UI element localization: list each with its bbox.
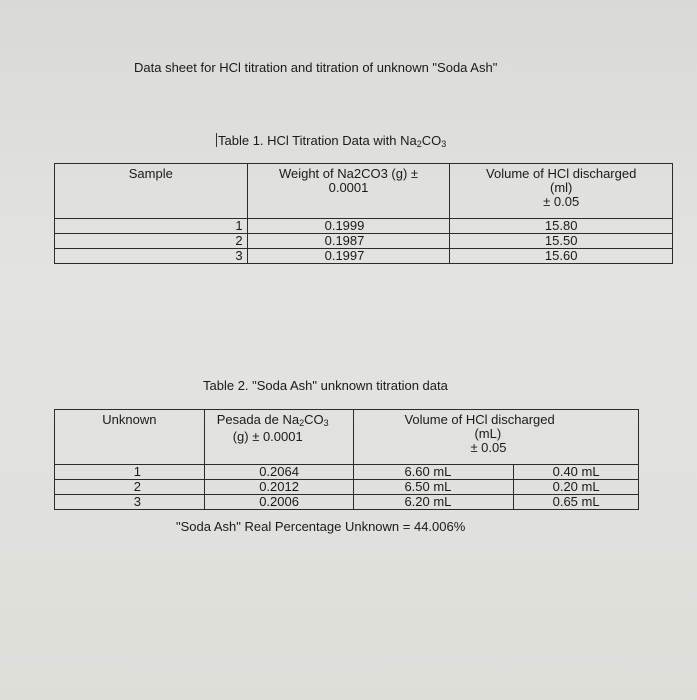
table2-header-volume (354, 410, 639, 465)
text-cursor (216, 133, 217, 147)
page-title: Data sheet for HCl titration and titration of unknown "Soda Ash" (134, 60, 498, 75)
table1-cell-sample: 3 (55, 249, 248, 264)
header-volume-line1: Volume of HCl discharged (486, 166, 637, 181)
header-volume-line2: (ml) (550, 180, 573, 195)
table-row (55, 495, 639, 510)
table2-header-pesada (204, 410, 354, 465)
header-unknown-label: Unknown (102, 412, 157, 427)
table2-cell-pesada: 0.2064 (204, 465, 354, 480)
table2-cell-extra: 0.65 mL (514, 495, 639, 510)
header-volume-line3: ± 0.05 (543, 194, 580, 209)
table1-cell-volume: 15.50 (450, 234, 673, 249)
table1-cell-sample: 1 (55, 219, 248, 234)
table-row (55, 234, 673, 249)
table1-cell-volume: 15.60 (450, 249, 673, 264)
table2-cell-unknown: 1 (55, 465, 205, 480)
table1-caption (216, 133, 446, 149)
table2-header-row (55, 410, 639, 465)
header-weight-line2: 0.0001 (328, 180, 369, 195)
real-percentage-footer: "Soda Ash" Real Percentage Unknown = 44.006% (176, 519, 466, 534)
header-sample-label: Sample (128, 166, 173, 181)
table-row (55, 465, 639, 480)
table1-header-row (55, 164, 673, 219)
table2-header-unknown (55, 410, 205, 465)
header-volume-line3: ± 0.05 (470, 440, 507, 455)
table2-caption: Table 2. "Soda Ash" unknown titration data (203, 378, 448, 393)
table2-cell-volume: 6.20 mL (354, 495, 514, 510)
table1 (54, 163, 673, 264)
table-row (55, 249, 673, 264)
table2-cell-pesada: 0.2012 (204, 480, 354, 495)
table1-cell-weight: 0.1999 (247, 219, 450, 234)
table1-header-volume (450, 164, 673, 219)
header-volume-line2: (mL) (474, 426, 502, 441)
table1-cell-weight: 0.1987 (247, 234, 450, 249)
header-pesada-line1: Pesada de $Na_2CO_3$ (216, 412, 329, 428)
table2-cell-volume: 6.50 mL (354, 480, 514, 495)
table1-header-weight (247, 164, 450, 219)
table2-cell-extra: 0.40 mL (514, 465, 639, 480)
table1-caption-text: Table 1. HCl Titration Data with $Na_2CO_3$ (218, 133, 447, 149)
table-row (55, 219, 673, 234)
table1-cell-sample: 2 (55, 234, 248, 249)
table2-cell-volume: 6.60 mL (354, 465, 514, 480)
table2-cell-extra: 0.20 mL (514, 480, 639, 495)
table2 (54, 409, 639, 510)
table-row (55, 480, 639, 495)
header-volume-line1: Volume of HCl discharged (404, 412, 555, 427)
table2-cell-unknown: 3 (55, 495, 205, 510)
table2-cell-unknown: 2 (55, 480, 205, 495)
table1-cell-weight: 0.1997 (247, 249, 450, 264)
table1-cell-volume: 15.80 (450, 219, 673, 234)
header-pesada-line2: (g) ± 0.0001 (232, 429, 303, 444)
table2-cell-pesada: 0.2006 (204, 495, 354, 510)
table1-header-sample (55, 164, 248, 219)
header-weight-line1: Weight of Na2CO3 (g) ± (278, 166, 419, 181)
